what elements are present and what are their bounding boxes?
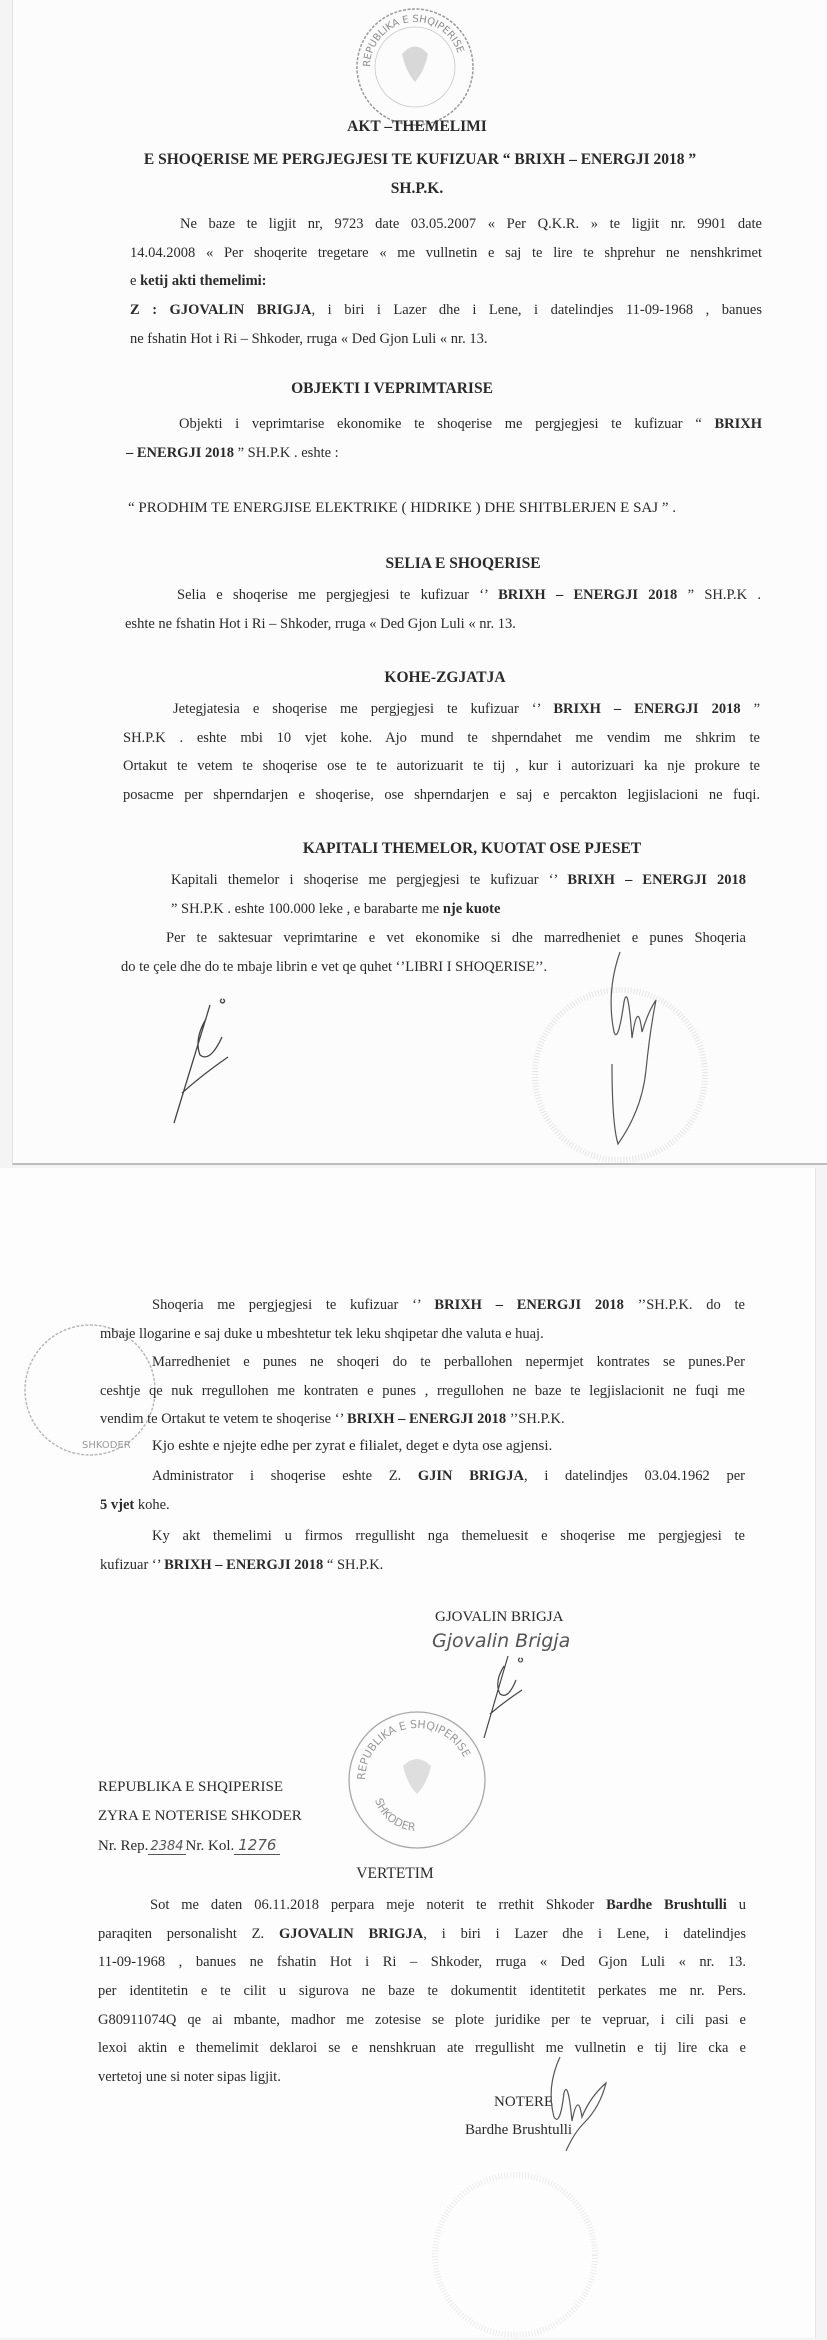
objekti-paragraph <box>126 410 762 467</box>
text: 11-09-1968 , banues ne fshatin Hot i Ri – Shkoder, rruga « Ded Gjon Luli « nr. 13. <box>98 1954 746 1971</box>
bold-text: Bardhe Brushtulli <box>606 1897 727 1913</box>
bold-text: BRIXH – ENERGJI 2018 <box>567 872 746 888</box>
text: 14.04.2008 « Per shoqerite tregetare « me vullnetin e saj te lire te shprehur ne nenshkrimet <box>130 244 762 261</box>
notary-signature-page2 <box>540 2055 620 2155</box>
document-subtitle: SH.P.K. <box>390 180 444 197</box>
notary-title: NOTERE <box>494 2094 554 2110</box>
bold-text: GJOVALIN BRIGJA <box>279 1925 424 1942</box>
text: lexoi aktin e themelimit deklaroi se e nenshkruan ate rregullisht me vullnetin e tij lire cka e <box>98 2040 746 2057</box>
text-line <box>98 2006 746 2035</box>
text: u <box>726 1897 747 1913</box>
text: Marredheniet e punes ne shoqeri do te perballohen nepermjet kontrates se punes.Per <box>152 1354 745 1370</box>
text: “ SH.P.K. <box>323 1556 384 1573</box>
text-line <box>98 1891 746 1920</box>
text-line <box>130 325 762 354</box>
kapitali-paragraph <box>171 866 746 923</box>
text-line <box>100 1377 745 1406</box>
notary-register-line <box>98 1836 280 1855</box>
text-line <box>98 2034 746 2063</box>
svg-text:REPUBLIKA E SHQIPERISE: REPUBLIKA E SHQIPERISE <box>354 1717 473 1781</box>
selia-paragraph <box>125 581 761 638</box>
administrator-paragraph <box>100 1462 745 1519</box>
text-line <box>100 1405 745 1434</box>
activity-description: “ PRODHIM TE ENERGJISE ELEKTRIKE ( HIDRIKE ) DHE SHITBLERJEN E SAJ ” . <box>128 500 677 516</box>
svg-text:SHKODER: SHKODER <box>372 1796 417 1834</box>
text: ” <box>740 701 761 717</box>
section-heading-objekti: OBJEKTI I VEPRIMTARISE <box>291 380 493 397</box>
kol-label: Nr. Kol. <box>185 1838 235 1854</box>
founder-signature-page2 <box>480 1650 540 1740</box>
firmos-paragraph <box>100 1522 745 1579</box>
bold-text: nje kuote <box>442 900 501 917</box>
text: posacme per shperndarjen e shoqerise, ose shperndarjen e saj e percakton legjislacioni ne fuqi. <box>123 787 760 804</box>
text: ceshtje qe nuk rregullohen me kontraten e punes , rregullohen ne baze te legjislacionit ne fuqi me <box>100 1382 745 1399</box>
text: Sot me daten 06.11.2018 perpara meje noterit te rrethit Shkoder <box>150 1897 607 1913</box>
text-line <box>100 1291 745 1320</box>
signatory-name: GJOVALIN BRIGJA <box>435 1609 564 1625</box>
text: kufizuar ‘’ <box>100 1556 165 1573</box>
bold-text: Z : GJOVALIN BRIGJA <box>130 302 312 318</box>
text: Ne baze te ligjit nr, 9723 date 03.05.2007 « Per Q.K.R. » te ligjit nr. 9901 date <box>180 216 762 232</box>
notary-office: ZYRA E NOTERISE SHKODER <box>98 1808 302 1824</box>
text-line <box>98 1977 746 2006</box>
section-heading-selia: SELIA E SHOQERISE <box>385 555 541 572</box>
notary-stamp-bottom <box>347 1710 487 1850</box>
notary-name: Bardhe Brushtulli <box>465 2122 573 2138</box>
text-line <box>125 581 761 610</box>
text: Kapitali themelor i shoqerise me pergjegjesi te kufizuar ‘’ <box>171 872 568 888</box>
text: ” SH.P.K . <box>677 587 762 603</box>
text: Per te saktesuar veprimtarine e vet ekonomike si dhe marredheniet e punes Shoqeria <box>166 930 746 946</box>
text: ” SH.P.K . eshte 100.000 leke , e barabarte me <box>171 900 443 917</box>
text: G80911074Q qe ai mbante, madhor me zotesise se plote juridike per te vepruar, i cili pasi e <box>98 2011 746 2028</box>
text-line <box>100 1491 745 1520</box>
bold-text: – ENERGJI 2018 <box>126 444 234 461</box>
text-line <box>126 439 762 468</box>
svg-text:REPUBLIKA E SHQIPERISE: REPUBLIKA E SHQIPERISE <box>361 13 466 68</box>
kohe-paragraph <box>123 695 760 810</box>
text: ’’SH.P.K. <box>506 1411 565 1428</box>
text: kohe. <box>134 1496 170 1513</box>
founder-paragraph <box>130 296 762 353</box>
text: , i biri i Lazer dhe i Lene, i datelindjes <box>423 1925 747 1942</box>
text-line <box>123 752 760 781</box>
signatory-handwritten-name: Gjovalin Brigja <box>432 1630 571 1652</box>
notary-signature-page1 <box>600 950 670 1130</box>
svg-text:SHKODER: SHKODER <box>82 1440 131 1451</box>
document-title: E SHOQERISE ME PERGJEGJESI TE KUFIZUAR “ BRIXH – ENERGJI 2018 ” <box>143 151 697 168</box>
filialet-line: Kjo eshte e njejte edhe per zyrat e filialet, deget e dyta ose agjensi. <box>152 1438 553 1454</box>
text: ” SH.P.K . eshte : <box>233 444 339 461</box>
bold-text: BRIXH – ENERGJI 2018 <box>346 1411 507 1428</box>
text: , i biri i Lazer dhe i Lene, i datelindjes 11-09-1968 , banues <box>311 302 762 318</box>
section-heading-kohe: KOHE-ZGJATJA <box>384 669 506 686</box>
text: ne fshatin Hot i Ri – Shkoder, rruga « Ded Gjon Luli « nr. 13. <box>130 330 488 347</box>
text: Objekti i veprimtarise ekonomike te shoqerise me pergjegjesi te kufizuar “ <box>179 416 715 432</box>
section-heading-kapitali: KAPITALI THEMELOR, KUOTAT OSE PJESET <box>302 840 642 857</box>
text: SH.P.K . eshte mbi 10 vjet kohe. Ajo mund te shperndahet me vendim me shkrim te <box>123 729 760 746</box>
intro-paragraph <box>130 210 762 296</box>
text-line <box>126 410 762 439</box>
document-heading: AKT –THEMELIMI <box>347 118 487 135</box>
text: Shoqeria me pergjegjesi te kufizuar ‘’ <box>152 1297 435 1313</box>
notary-seal-embossed-page2 <box>430 2170 600 2340</box>
text-line <box>123 724 760 753</box>
text: Selia e shoqerise me pergjegjesi te kufizuar ‘’ <box>177 587 499 603</box>
notary-country: REPUBLIKA E SHQIPERISE <box>98 1779 284 1795</box>
text: per identitetin e te cilit u sigurova ne baze te dokumentit identitetit perkates me nr. Pers. <box>98 1983 746 2000</box>
text-line <box>100 1348 745 1377</box>
text: , i datelindjes 03.04.1962 per <box>524 1468 745 1484</box>
text: e <box>130 273 141 290</box>
text-line <box>100 1551 745 1580</box>
bold-text: BRIXH <box>714 416 762 432</box>
founder-signature-page1 <box>170 995 250 1125</box>
bold-text: GJIN BRIGJA <box>417 1468 524 1484</box>
text-line <box>100 1522 745 1551</box>
text-line <box>123 781 760 810</box>
kol-number: 1276 <box>234 1836 280 1855</box>
rep-number: 2384 <box>150 1839 184 1854</box>
text: eshte ne fshatin Hot i Ri – Shkoder, rruga « Ded Gjon Luli « nr. 13. <box>125 615 516 632</box>
text-line <box>171 866 746 895</box>
bold-text: BRIXH – ENERGJI 2018 <box>553 701 741 717</box>
text-line <box>130 210 762 239</box>
text-line <box>98 1920 746 1949</box>
text: ’’SH.P.K. do te <box>623 1297 745 1313</box>
vertetim-heading: VERTETIM <box>356 1865 434 1882</box>
text-line <box>123 695 760 724</box>
bold-text: BRIXH – ENERGJI 2018 <box>164 1556 324 1573</box>
rep-label: Nr. Rep. <box>98 1838 149 1854</box>
text-line <box>125 610 761 639</box>
text: Ortakut te vetem te shoqerise ose te te autorizuarit te tij , kur i autorizuari ka nje prokure te <box>123 758 760 775</box>
text-line <box>98 2063 746 2092</box>
marredheniet-paragraph <box>100 1348 745 1434</box>
vertetim-paragraph <box>98 1891 746 2092</box>
bold-text: ketij akti themelimi: <box>140 273 267 290</box>
llogaria-paragraph <box>100 1291 745 1348</box>
text: Administrator i shoqerise eshte Z. <box>152 1468 418 1484</box>
text: paraqiten personalisht Z. <box>98 1925 279 1942</box>
text-line <box>130 239 762 268</box>
text: Ky akt themelimi u firmos rregullisht nga themeluesit e shoqerise me pergjegjesi te <box>152 1528 745 1544</box>
text-line <box>100 1320 745 1349</box>
text: do te çele dhe do te mbaje librin e vet qe quhet ‘’LIBRI I SHOQERISE’’. <box>121 958 548 975</box>
text: mbaje llogarine e saj duke u mbeshtetur tek leku shqipetar dhe valuta e huaj. <box>100 1325 544 1342</box>
text: Jetegjatesia e shoqerise me pergjegjesi te kufizuar ‘’ <box>173 701 554 717</box>
text-line <box>121 924 746 953</box>
notary-stamp-top <box>352 4 478 130</box>
text-line <box>130 267 762 296</box>
text: vendim te Ortakut te vetem te shoqerise ‘’ <box>100 1411 347 1428</box>
text-line <box>100 1462 745 1491</box>
text: vertetoj une si noter sipas ligjit. <box>98 2069 281 2086</box>
text-line <box>130 296 762 325</box>
text-line <box>171 895 746 924</box>
text-line <box>98 1948 746 1977</box>
bold-text: BRIXH – ENERGJI 2018 <box>434 1297 624 1313</box>
bold-text: 5 vjet <box>100 1496 135 1513</box>
bold-text: BRIXH – ENERGJI 2018 <box>498 587 678 603</box>
